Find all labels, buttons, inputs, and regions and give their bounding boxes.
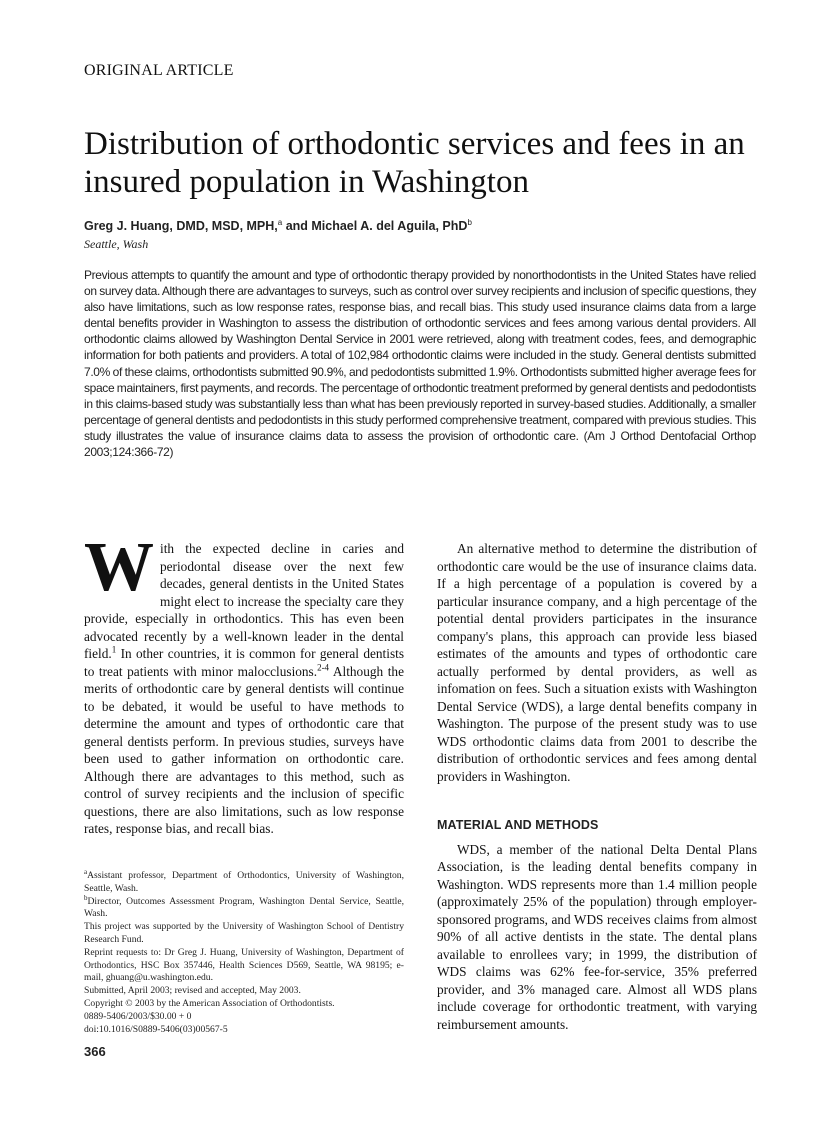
intro-paragraph [84,529,404,838]
footnotes [84,867,404,1036]
alternative-method-paragraph: An alternative method to determine the distribution of orthodontic care would be the use of insurance claims data. If a high percentage of a population is covered by a particular insurance company, and a high percentage of the potential dental providers participates in the insurance company's plans, this approach can provide less biased estimates of the amounts and types of orthodontic care actually performed by dental providers, as well as infomation on fees. Such a situation exists with Washington Dental Service (WDS), a large dental benefits company in Washington. The purpose of the present study was to use WDS orthodontic claims data from 2001 to describe the distribution of orthodontic services and fees among dental providers in Washington. [437,541,757,784]
abstract: Previous attempts to quantify the amount and type of orthodontic therapy provided by nonorthodontists in the United States have relied on survey data. Although there are advantages to surveys, such as control over survey recipients and inclusion of specific questions, they also have limitations, such as low response rates, response bias, and recall bias. This study used insurance claims data from a large dental benefits provider in Washington to assess the distribution of orthodontic services and fees among various dental providers. All orthodontic claims allowed by Washington Dental Service in 2001 were retrieved, along with treatment codes, fees, and demographic information for both patients and providers. A total of 102,984 orthodontic claims were included in the study. General dentists submitted 7.0% of these claims, orthodontists submitted 90.9%, and pedodontists submitted 1.9%. Orthodontists submitted higher average fees for space maintainers, first payments, and records. The percentage of orthodontic treatment preformed by general dentists and pedodontists in this claims-based study was substantially less than what has been previously reported in survey-based studies. Additionally, a smaller percentage of general dentists and pedodontists in this study performed comprehensive treatment, compared with previous studies. This study illustrates the value of insurance claims data to assess the provision of orthodontic care. (Am J Orthod Dentofacial Orthop 2003;124:366-72) [84,268,756,460]
footnote-mark-a: a [84,867,88,876]
intro-text-1: ith the expected decline in caries and periodontal disease over the next few decades, general dentists in the United States might elect to increase the specialty care they provide, especially in orthodontics. This has even been advocated recently by a well-known leader in the dental field. [84,541,404,661]
footnote-b [84,893,404,922]
affiliation-mark-b: b [467,217,472,227]
issn-note: 0889-5406/2003/$30.00 + 0 [84,1010,192,1022]
doi-note[interactable]: doi:10.1016/S0889-5406(03)00567-5 [84,1023,228,1035]
section-heading-methods: MATERIAL AND METHODS [437,818,599,832]
submission-dates: Submitted, April 2003; revised and accepted, May 2003. [84,985,301,997]
funding-note: This project was supported by the University of Washington School of Dentistry Research Fund. [84,921,404,945]
footnote-a [84,867,404,896]
body-column-right [437,540,757,1033]
intro-text-2: In other countries, it is common for general dentists to treat patients with minor malocclusions. [84,646,404,679]
reprint-note: Reprint requests to: Dr Greg J. Huang, University of Washington, Department of Orthodontics, HSC Box 357446, Health Sciences D569, Seattle, WA 98195; e-mail, ghuang@u.washington.edu. [84,946,404,984]
intro-text-3: Although the merits of orthodontic care by general dentists will continue to be debated, it would be useful to have methods to determine the amount and types of orthodontic care that general dentists perform. In previous studies, surveys have been used to gather information on orthodontic care. Although there are advantages to this method, such as control of survey recipients and the inclusion of specific questions, there are also limitations, such as low response rates, response bias, and recall bias. [84,663,404,836]
footnote-mark-b: b [84,893,88,902]
footnote-b-text: Director, Outcomes Assessment Program, Washington Dental Service, Seattle, Wash. [84,895,404,920]
author-line [84,219,472,233]
drop-cap: W [84,529,154,606]
citation-ref-2-4[interactable]: 2-4 [317,662,330,673]
citation-ref-1[interactable]: 1 [111,644,117,655]
affiliation-mark-a: a [277,217,283,227]
author-1: Greg J. Huang, DMD, MSD, MPH, [84,219,278,233]
copyright-note: Copyright © 2003 by the American Association of Orthodontists. [84,997,335,1009]
footnote-a-text: Assistant professor, Department of Orthodontics, University of Washington, Seattle, Wash. [84,870,404,894]
article-title: Distribution of orthodontic services and fees in an insured population in Washington [84,126,745,200]
author-location: Seattle, Wash [84,237,149,251]
methods-paragraph: WDS, a member of the national Delta Dental Plans Association, is the leading dental benefits company in Washington. WDS represents more than 1.4 million people (approximately 25% of the population) through employer-sponsored programs, and WDS receives claims from almost 90% of all active dentists in the state. The dental plans available to enrollees vary; in 1999, the distribution of WDS claims was 62% fee-for-service, 35% preferred provider, and 3% managed care. Almost all WDS plans include coverage for orthodontic treatment, with varying reimbursement amounts. [437,841,757,1032]
body-column-left [84,529,404,838]
author-2: and Michael A. del Aguila, PhD [282,219,468,233]
section-label: ORIGINAL ARTICLE [84,62,234,79]
page-number: 366 [84,1044,106,1059]
